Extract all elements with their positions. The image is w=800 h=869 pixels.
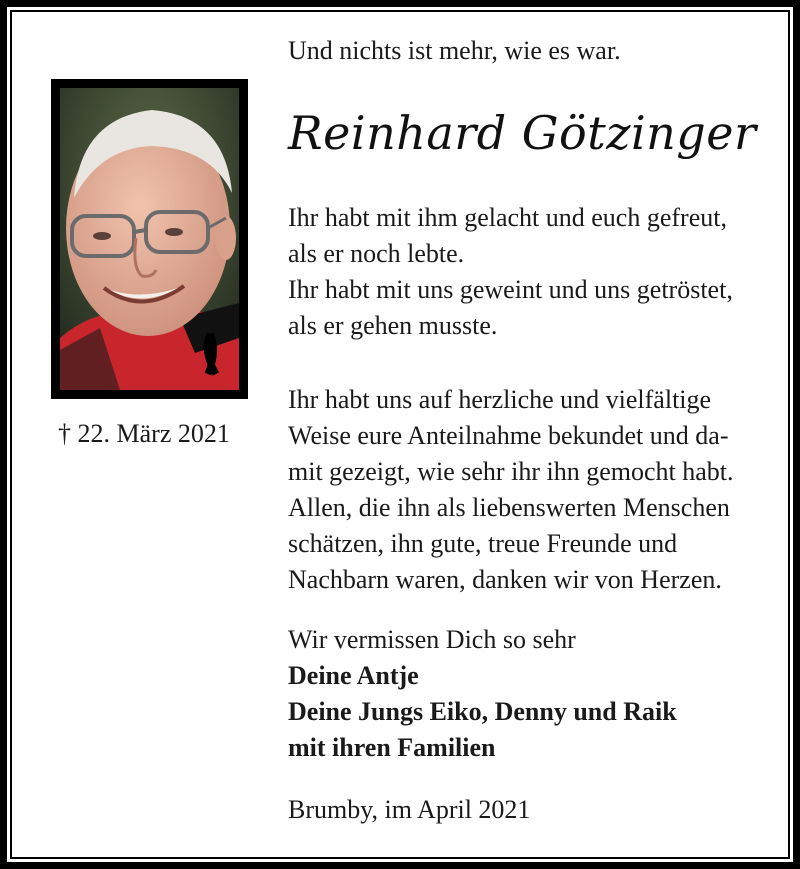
place-date: Brumby, im April 2021 bbox=[288, 795, 531, 824]
signature-line: Deine Antje bbox=[288, 661, 419, 690]
portrait-photo bbox=[51, 79, 248, 399]
signature-line: Deine Jungs Eiko, Denny und Raik bbox=[288, 697, 677, 726]
thanks-line: mit gezeigt, wie sehr ihr ihn gemocht habt. bbox=[288, 457, 734, 486]
closing-intro: Wir vermissen Dich so sehr bbox=[288, 625, 576, 654]
thanks-line: schätzen, ihn gute, treue Freunde und bbox=[288, 529, 678, 558]
thanks-line: Nachbarn waren, danken wir von Herzen. bbox=[288, 565, 722, 594]
poem bbox=[288, 200, 756, 344]
deceased-name: Reinhard Götzinger bbox=[288, 106, 757, 160]
poem-line: als er noch lebte. bbox=[288, 239, 465, 268]
poem-line: Ihr habt mit ihm gelacht und euch gefreut, bbox=[288, 203, 727, 232]
poem-line: Ihr habt mit uns geweint und uns getröstet, bbox=[288, 275, 733, 304]
thanks-line: Weise eure Anteilnahme bekundet und da- bbox=[288, 421, 729, 450]
thanks-line: Allen, die ihn als liebenswerten Menschen bbox=[288, 493, 730, 522]
thanks-paragraph bbox=[288, 382, 756, 598]
poem-line: als er gehen musste. bbox=[288, 311, 498, 340]
motto: Und nichts ist mehr, wie es war. bbox=[288, 36, 621, 65]
death-date: † 22. März 2021 bbox=[58, 419, 230, 448]
thanks-line: Ihr habt uns auf herzliche und vielfältige bbox=[288, 385, 712, 414]
closing bbox=[288, 622, 756, 766]
signature-line: mit ihren Familien bbox=[288, 733, 496, 762]
